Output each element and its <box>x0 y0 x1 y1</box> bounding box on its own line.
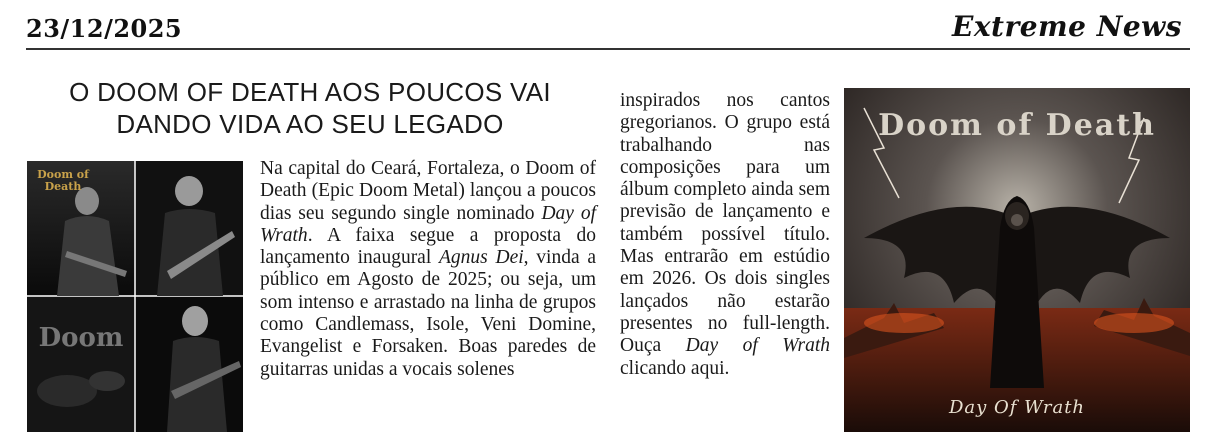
article-headline <box>40 76 580 140</box>
column-1-text-a: Na capital do Ceará, Fortaleza, o Doom of Death (Epic Doom Metal) lançou a poucos dias seu segundo single nominado <box>260 158 596 224</box>
band-logo: Doom of Death <box>37 168 89 193</box>
cover-band-logo: Doom of Death <box>878 108 1156 143</box>
band-photo-image <box>27 161 243 432</box>
single-title-agnus-dei: Agnus Dei <box>439 247 524 269</box>
header-divider <box>26 48 1190 50</box>
headline-line-1: O DOOM OF DEATH AOS POUCOS VAI <box>69 77 551 107</box>
cover-album-title: Day Of Wrath <box>948 397 1086 418</box>
masthead-title: Extreme News <box>952 10 1182 43</box>
single-title-listen: Day of Wrath <box>685 335 830 357</box>
band-photo <box>27 161 243 432</box>
header-date: 23/12/2025 <box>26 14 183 43</box>
article-column-2 <box>620 90 830 380</box>
article-column-1 <box>260 158 596 381</box>
album-cover <box>844 88 1190 432</box>
listen-link[interactable]: clicando aqui. <box>620 357 730 379</box>
headline-line-2: DANDO VIDA AO SEU LEGADO <box>116 109 504 139</box>
svg-text:Doom: Doom <box>38 323 124 353</box>
column-1-text-b: . A faixa segue a proposta do lançamento inaugural <box>260 224 596 269</box>
single-title-day-of-wrath: Day of Wrath <box>260 202 597 246</box>
column-2-text-a: inspirados nos cantos gregorianos. O grupo está trabalhando nas composições para um álbum completo ainda sem previsão de lançamento e também possível título. Mas entrarão em estúdio em 2026. Os dois singles lançados não estarão presentes no full-length. Ouça <box>620 90 830 357</box>
column-1-text-c: , vinda a público em Agosto de 2025; ou seja, um som intenso e arrastado na linha de grupos como Candlemass, Isole, Veni Domine, Evangelist e Forsaken. Boas paredes de guitarras unidas a vocais solenes <box>260 247 596 380</box>
